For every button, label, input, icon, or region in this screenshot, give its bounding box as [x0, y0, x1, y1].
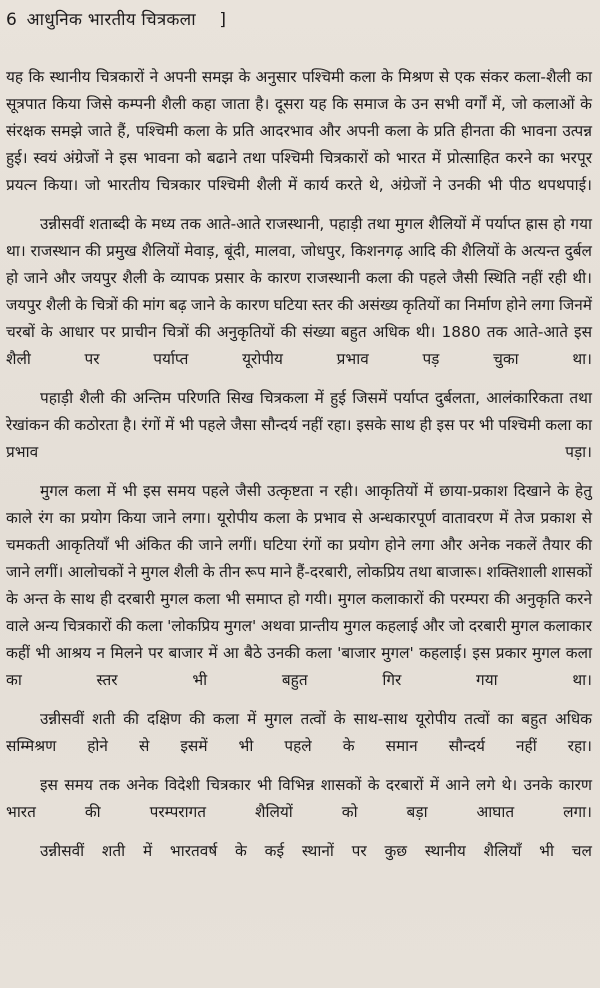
paragraph-foreign-painters: इस समय तक अनेक विदेशी चित्रकार भी विभिन्न शासकों के दरबारों में आने लगे थे। उनके कारण भारत की परम्परागत शैलियों को बड़ा आघात लगा।	[6, 776, 592, 821]
header-bracket: ]	[219, 10, 227, 30]
page-number: 6	[6, 10, 18, 30]
paragraph-mughal-art: मुगल कला में भी इस समय पहले जैसी उत्कृष्टता न रही। आकृतियों में छाया-प्रकाश दिखाने के हेतु काले रंग का प्रयोग किया जाने लगा। यूरोपीय कला के प्रभाव से अन्धकारपूर्ण वातावरण में तेज प्रकाश से चमकती आकृतियाँ भी अंकित की जाने लगीं। घटिया रंगों का प्रयोग होने लगा और अनेक नकलें तैयार की जाने लगीं। आलोचकों ने मुगल शैली के तीन रूप माने हैं-दरबारी, लोकप्रिय तथा बाजारू। शक्तिशाली शासकों के अन्त के साथ ही दरबारी मुगल कला भी समाप्त हो गयी। मुगल कलाकारों की परम्परा की अनुकृति करने वाले अन्य चित्रकारों की कला 'लोकप्रिय मुगल' अथवा प्रान्तीय मुगल कहलाई और जो दरबारी मुगल कलाकार कहीं भी आश्रय न मिलने पर बाजार में आ बैठे उनकी कला 'बाजार मुगल' कहलाई। इस प्रकार मुगल कला का स्तर भी बहुत गिर गया था।	[6, 482, 592, 689]
paragraph-pahari-sikh: पहाड़ी शैली की अन्तिम परिणति सिख चित्रकला में हुई जिसमें पर्याप्त दुर्बलता, आलंकारिकता तथा रेखांकन की कठोरता है। रंगों में भी पहले जैसा सौन्दर्य नहीं रहा। इसके साथ ही इस पर भी पश्चिमी कला का प्रभाव पड़ा।	[6, 389, 592, 461]
paragraph-continuation: यह कि स्थानीय चित्रकारों ने अपनी समझ के अनुसार पश्चिमी कला के मिश्रण से एक संकर कला-शैली का सूत्रपात किया जिसे कम्पनी शैली कहा जाता है। दूसरा यह कि समाज के उन सभी वर्गों में, जो कलाओं के संरक्षक समझे जाते हैं, पश्चिमी कला के प्रति आदरभाव और अपनी कला के प्रति हीनता की भावना उत्पन्न हुई। स्वयं अंग्रेजों ने इस भावना को बढाने तथा पश्चिमी चित्रकारों को भारत में प्रोत्साहित करने का भरपूर प्रयत्न किया। जो भारतीय चित्रकार पश्चिमी शैली में कार्य करते थे, अंग्रेजों ने उनकी भी पीठ थपथपाई।	[6, 68, 592, 194]
book-title: आधुनिक भारतीय चित्रकला	[26, 10, 196, 30]
paragraph-rajasthani-decline: उन्नीसवीं शताब्दी के मध्य तक आते-आते राजस्थानी, पहाड़ी तथा मुगल शैलियों में पर्याप्त ह्रास हो गया था। राजस्थान की प्रमुख शैलियों मेवाड़, बूंदी, मालवा, जोधपुर, किशनगढ़ आदि की शैलियों के अत्यन्त दुर्बल हो जाने और जयपुर शैली के व्यापक प्रसार के कारण राजस्थानी कला की पहले जैसी स्थिति नहीं रही थी। जयपुर शैली के चित्रों की मांग बढ़ जाने के कारण घटिया स्तर की असंख्य कृतियों का निर्माण होने लगा जिनमें चरबों के आधार पर प्राचीन चित्रों की अनुकृतियों की संख्या बहुत अधिक थी। 1880 तक आते-आते इस शैली पर पर्याप्त यूरोपीय प्रभाव पड़ चुका था।	[6, 215, 592, 368]
paragraph-deccan-art: उन्नीसवीं शती की दक्षिण की कला में मुगल तत्वों के साथ-साथ यूरोपीय तत्वों का बहुत अधिक सम्मिश्रण होने से इसमें भी पहले के समान सौन्दर्य नहीं रहा।	[6, 710, 592, 755]
paragraph-local-styles: उन्नीसवीं शती में भारतवर्ष के कई स्थानों पर कुछ स्थानीय शैलियाँ भी चल	[40, 842, 592, 860]
running-header	[6, 6, 226, 34]
body-text	[6, 64, 592, 877]
